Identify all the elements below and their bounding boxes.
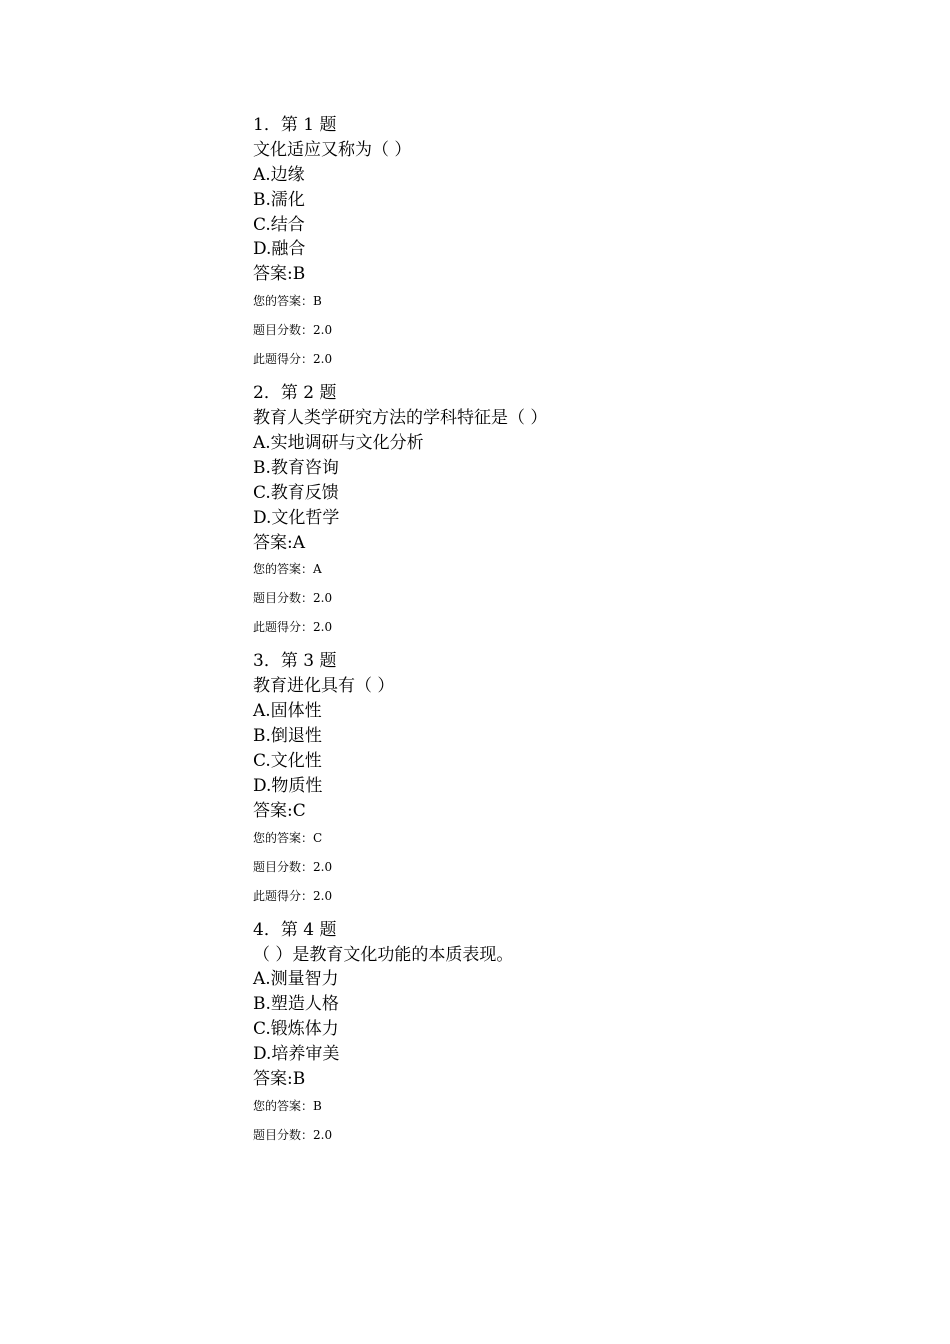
points-earned: 此题得分：2.0 (253, 620, 333, 635)
your-answer: 您的答案：B (253, 1098, 322, 1113)
question-block (253, 649, 853, 902)
question-stem: 文化适应又称为（ ） (253, 139, 412, 160)
question-block (253, 381, 853, 634)
question-header: 3．第 3 题 (253, 651, 337, 672)
option-d: D.培养审美 (253, 1044, 340, 1065)
score-info (253, 294, 853, 366)
question-points: 题目分数：2.0 (253, 1127, 333, 1142)
correct-answer: 答案:C (253, 800, 306, 821)
option-c: C.教育反馈 (253, 482, 339, 503)
option-c: C.文化性 (253, 751, 322, 772)
option-b: B.濡化 (253, 189, 305, 210)
option-c: C.结合 (253, 214, 305, 235)
question-points: 题目分数：2.0 (253, 323, 333, 338)
option-a: A.测量智力 (253, 969, 339, 990)
question-header: 1．第 1 题 (253, 115, 337, 135)
correct-answer: 答案:A (253, 532, 306, 553)
option-a: A.固体性 (253, 701, 322, 722)
correct-answer: 答案:B (253, 264, 306, 285)
question-points: 题目分数：2.0 (253, 591, 333, 606)
points-earned: 此题得分：2.0 (253, 888, 333, 903)
option-a: A.实地调研与文化分析 (253, 433, 424, 454)
score-info (253, 1099, 853, 1142)
option-b: B.教育咨询 (253, 457, 339, 478)
question-header: 4．第 4 题 (253, 919, 337, 940)
question-block (253, 918, 853, 1142)
question-points: 题目分数：2.0 (253, 859, 333, 874)
points-earned: 此题得分：2.0 (253, 352, 333, 367)
option-b: B.塑造人格 (253, 994, 339, 1015)
your-answer: 您的答案：A (253, 562, 322, 577)
question-stem: 教育人类学研究方法的学科特征是（ ） (253, 408, 548, 429)
option-a: A.边缘 (253, 164, 305, 185)
question-block (253, 113, 853, 366)
correct-answer: 答案:B (253, 1069, 306, 1090)
score-info (253, 562, 853, 634)
quiz-results (253, 113, 853, 1157)
score-info (253, 831, 853, 903)
question-stem: 教育进化具有（ ） (253, 676, 395, 697)
option-d: D.文化哲学 (253, 507, 340, 528)
option-b: B.倒退性 (253, 726, 322, 747)
option-d: D.融合 (253, 239, 306, 260)
option-d: D.物质性 (253, 775, 323, 796)
option-c: C.锻炼体力 (253, 1019, 339, 1040)
your-answer: 您的答案：C (253, 830, 323, 845)
question-stem: （ ）是教育文化功能的本质表现。 (253, 944, 514, 965)
your-answer: 您的答案：B (253, 294, 322, 309)
question-header: 2．第 2 题 (253, 383, 337, 404)
